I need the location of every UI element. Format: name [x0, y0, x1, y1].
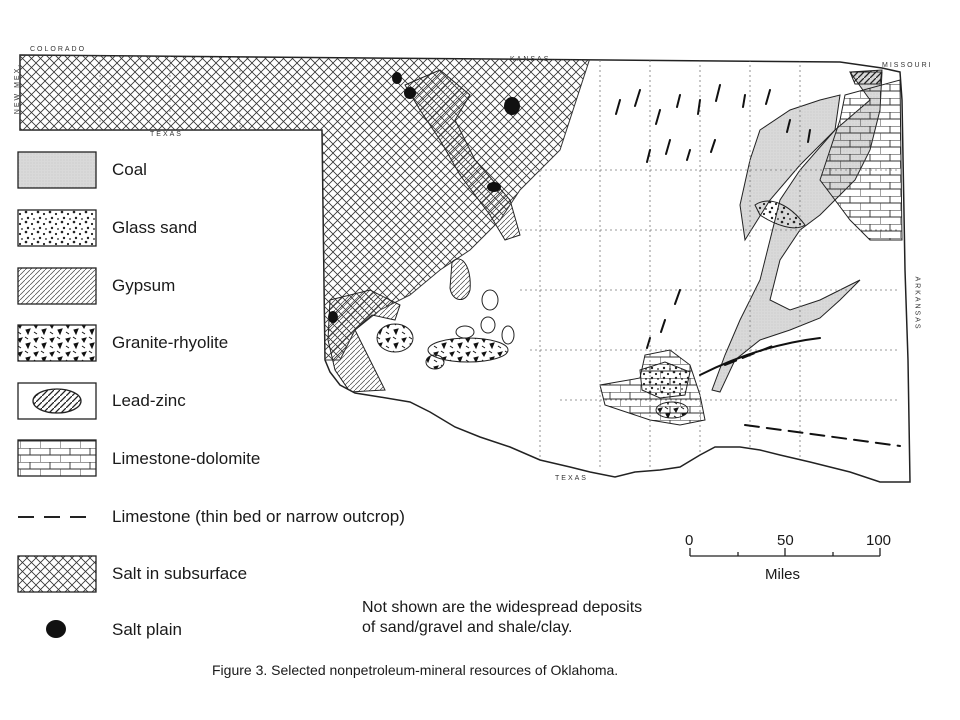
scale-bar: [690, 548, 880, 556]
legend-lead-zinc-ellipse: [33, 389, 81, 413]
legend-swatch-salt-subsurface: [18, 556, 96, 592]
granite-arbuckle: [656, 402, 688, 418]
legend-swatch-gypsum: [18, 268, 96, 304]
legend-label-limestone-thin: Limestone (thin bed or narrow outcrop): [112, 507, 405, 526]
salt-plain-5: [328, 311, 338, 323]
legend-label-lead-zinc: Lead-zinc: [112, 391, 186, 410]
label-texas-north: TEXAS: [150, 131, 183, 138]
legend-label-salt-plain: Salt plain: [112, 620, 182, 639]
legend-swatches: [18, 152, 96, 638]
label-colorado: COLORADO: [30, 46, 87, 53]
legend-label-gypsum: Gypsum: [112, 276, 176, 295]
legend-swatch-granite: [18, 325, 96, 361]
legend-label-limestone-dolomite: Limestone-dolomite: [112, 449, 261, 468]
lead-zinc-picher: [850, 70, 882, 84]
label-texas-south: TEXAS: [555, 475, 588, 482]
map-note-line2: of sand/gravel and shale/clay.: [362, 619, 573, 636]
legend-label-coal: Coal: [112, 160, 147, 179]
legend-label-salt-subsurface: Salt in subsurface: [112, 564, 248, 583]
granite-wichita-1: [377, 324, 413, 352]
salt-plain-3: [504, 97, 520, 115]
label-kansas: KANSAS: [510, 56, 551, 63]
label-arkansas: ARKANSAS: [913, 276, 921, 331]
scale-tick-100: 100: [866, 532, 892, 549]
legend-label-glass-sand: Glass sand: [112, 218, 198, 237]
legend-swatch-coal: [18, 152, 96, 188]
legend-swatch-limestone-dolomite: [18, 440, 96, 476]
label-new-mexico: NEW MEX.: [14, 62, 22, 115]
figure-caption: Figure 3. Selected nonpetroleum-mineral resources of Oklahoma.: [212, 662, 619, 678]
legend-salt-plain-dot: [46, 620, 66, 638]
salt-plain-1: [392, 72, 402, 84]
granite-small: [426, 355, 444, 369]
map-note: [362, 598, 642, 638]
label-missouri: MISSOURI: [882, 62, 933, 69]
scale-tick-0: 0: [685, 532, 694, 549]
map-note-line1: Not shown are the widespread deposits: [362, 599, 643, 616]
legend-label-granite-rhyolite: Granite-rhyolite: [112, 333, 229, 352]
scale-unit: Miles: [765, 566, 801, 583]
scale-tick-50: 50: [777, 532, 794, 549]
salt-plain-2: [404, 87, 416, 99]
legend-swatch-glass-sand: [18, 210, 96, 246]
salt-plain-4: [487, 182, 501, 192]
